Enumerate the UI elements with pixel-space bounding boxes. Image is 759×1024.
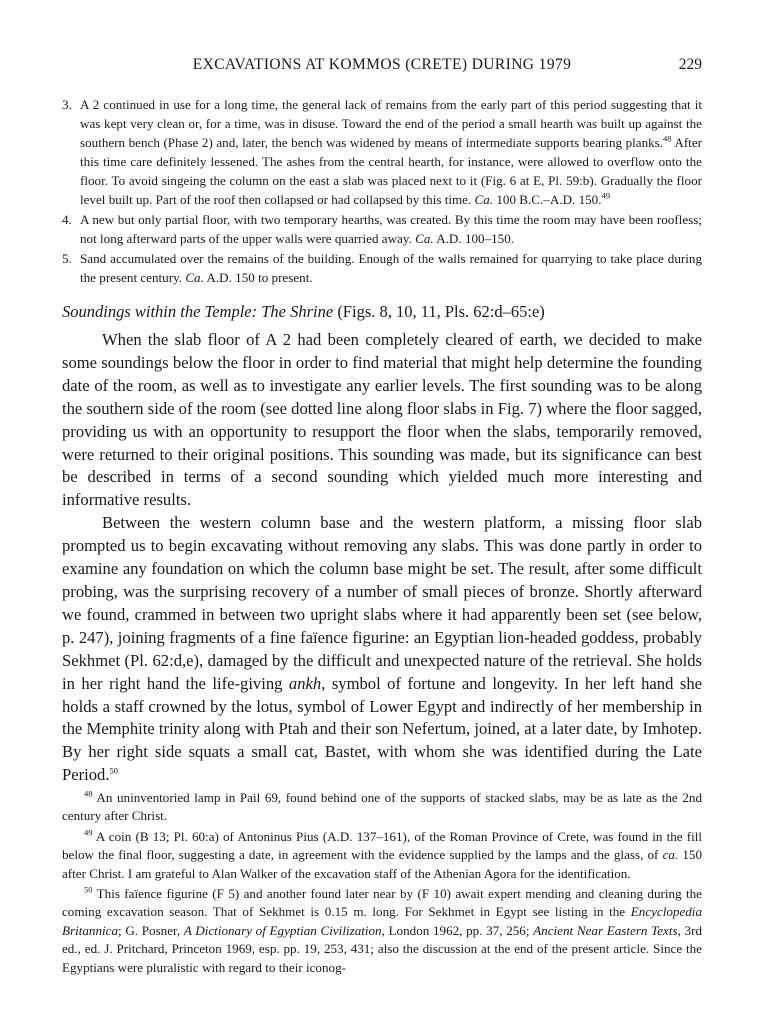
footnote-text: , 3rd ed., ed. J. Pritchard, Princeton 1969, esp. pp. 19, 253, 431; also the discussion at the end of the present article. Since the Egyptians were pluralistic with regard to their iconog- (62, 922, 702, 975)
footnote-text: This faïence figurine (F 5) and another found later near by (F 10) await expert mending and cleaning during the coming excavation season. That of Sekhmet is 0.15 m. long. For Sekhmet in Egypt see listing in the (62, 886, 702, 920)
phase-item-3 (62, 95, 702, 209)
phase-text (80, 249, 702, 287)
phase-text (80, 210, 702, 248)
section-figure-refs: (Figs. 8, 10, 11, Pls. 62:d–65:e) (333, 302, 545, 321)
term-ankh: ankh (288, 673, 322, 693)
phase-item-5 (62, 249, 702, 287)
section-heading (62, 301, 702, 323)
phase-list (62, 95, 702, 288)
footnote-text: An uninventoried lamp in Pail 69, found behind one of the supports of stacked slabs, may be as late as the 2nd century after Christ. (62, 790, 702, 824)
citation-title: Encyclopedia Britannica (62, 904, 702, 938)
body-text (62, 329, 702, 787)
section-title: Soundings within the Temple: The Shrine (62, 302, 334, 321)
phase-date: 100 B.C.–A.D. 150. (493, 192, 602, 207)
circa: Ca. (415, 231, 434, 246)
paragraph-2 (62, 512, 702, 787)
paragraph-text: , symbol of fortune and longevity. In her left hand she holds a staff crowned by the lotus, symbol of Lower Egypt and indirectly of her membership in the Memphite trinity along with Ptah and their son Nefertum, joined, at a later date, by Imhotep. By her right side squats a small cat, Bastet, with whom she was identified during the Late Period. (62, 673, 702, 785)
phase-body: A 2 continued in use for a long time, the general lack of remains from the early part of this period suggesting that it was kept very clean or, for a time, was in disuse. Toward the end of the period a small hearth was built up against the southern bench (Phase 2) and, later, the bench was widened by means of intermediate supports bearing planks. (80, 97, 702, 150)
phase-body: A new but only partial floor, with two temporary hearths, was created. By this time the room may have been roofless; not long afterward parts of the upper walls were quarried away. (80, 212, 702, 246)
footnote-ref-49[interactable]: 49 (601, 190, 611, 201)
paragraph-text: Between the western column base and the western platform, a missing floor slab prompted us to begin excavating without removing any slabs. This was done partly in order to examine any foundation on which the column base might be set. The result, after some difficult probing, was the surprising recovery of a number of small pieces of bronze. Shortly afterward we found, crammed in between two upright slabs where it had apparently been set (see below, p. 247), joining fragments of a fine faïence figurine: an Egyptian lion-headed goddess, probably Sekhmet (Pl. 62:d,e), damaged by the difficult and unexpected nature of the retrieval. She holds in her right hand the life-giving (62, 513, 702, 693)
footnote-mark: 50 (84, 884, 93, 895)
phase-number: 3. (62, 97, 72, 112)
footnote-text: ; G. Posner, (118, 922, 184, 938)
phase-number: 5. (62, 251, 72, 266)
footnote-49 (62, 828, 702, 883)
circa: Ca. (474, 192, 494, 207)
phase-number: 4. (62, 212, 72, 227)
footnote-50 (62, 885, 702, 977)
phase-text (80, 95, 702, 209)
circa: Ca. (185, 270, 204, 285)
circa: ca. (662, 847, 679, 863)
citation-title: A Dictionary of Egyptian Civilization (183, 922, 382, 938)
phase-body: Sand accumulated over the remains of the building. Enough of the walls remained for quarrying to take place during the present century. (80, 251, 702, 285)
footnote-text: A coin (B 13; Pl. 60:a) of Antoninus Pius (A.D. 137–161), of the Roman Province of Crete, was found in the fill below the final floor, suggesting a date, in agreement with the evidence supplied by the lamps and the glass, of (62, 828, 702, 863)
footnote-text: 150 after Christ. I am grateful to Alan Walker of the excavation staff of the Athenian Agora for the identification. (62, 847, 702, 881)
phase-date: A.D. 100–150. (433, 231, 515, 246)
footnote-ref-48[interactable]: 48 (663, 133, 672, 144)
phase-item-4 (62, 210, 702, 248)
running-title: EXCAVATIONS AT KOMMOS (CRETE) DURING 1979 (192, 56, 572, 73)
footnote-mark: 49 (84, 827, 93, 838)
phase-date: A.D. 150 to present. (203, 270, 313, 285)
running-head (62, 56, 702, 76)
footnote-ref-50[interactable]: 50 (109, 765, 118, 776)
footnote-text: , London 1962, pp. 37, 256; (381, 922, 534, 938)
footnotes (62, 789, 702, 979)
citation-title: Ancient Near Eastern Texts (533, 922, 678, 938)
phase-body: After this time care definitely lessened. The ashes from the central hearth, for instance, were allowed to overflow onto the floor. To avoid singeing the column on the east a slab was placed next to it (Fig. 6 at E, Pl. 59:b). Gradually the floor level built up. Part of the roof then collapsed or had collapsed by this time. (80, 135, 702, 207)
page-number: 229 (678, 56, 702, 73)
footnote-48 (62, 789, 702, 826)
footnote-mark: 48 (84, 788, 93, 799)
paragraph-1: When the slab floor of A 2 had been completely cleared of earth, we decided to make some soundings below the floor in order to find material that might help determine the founding date of the room, as well as to investigate any earlier levels. The first sounding was to be along the southern side of the room (see dotted line along floor slabs in Fig. 7) where the floor sagged, providing us with an opportunity to resupport the floor when the slabs, temporarily removed, were returned to their original positions. This sounding was made, but its significance can best be described in terms of a second sounding which yielded much more interesting and informative results. (62, 330, 702, 510)
